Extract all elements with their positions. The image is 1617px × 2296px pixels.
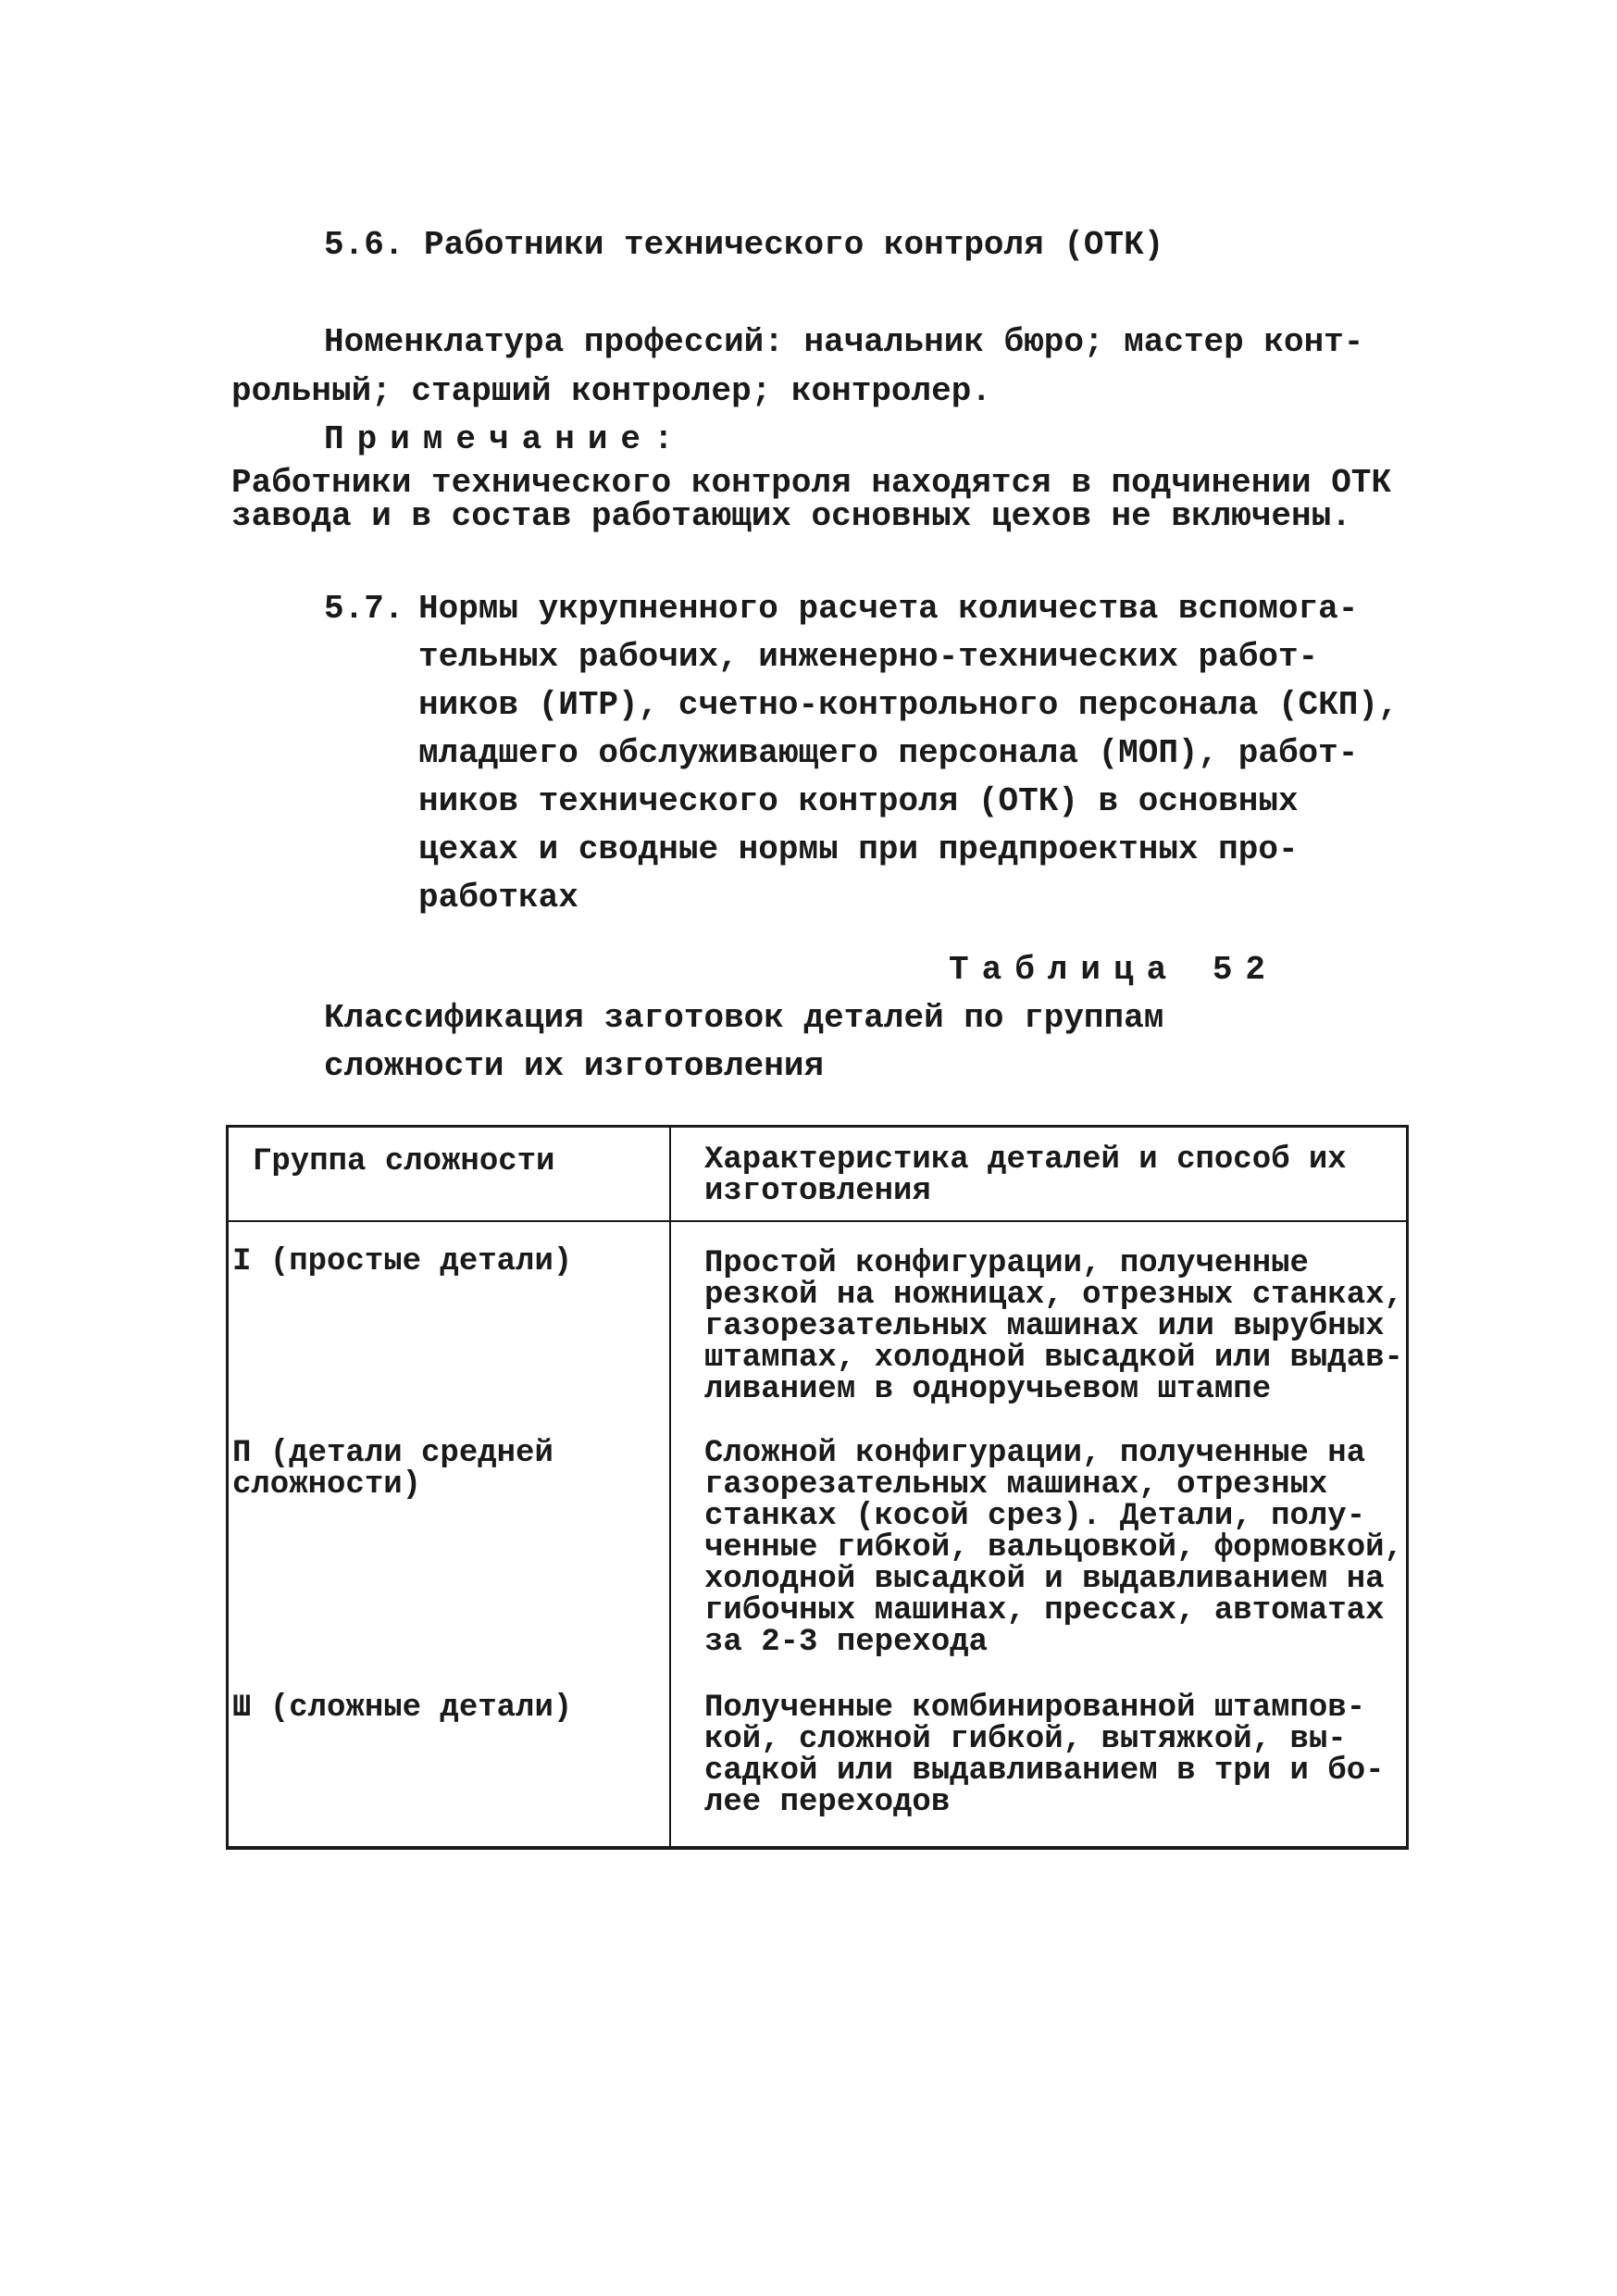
- row-description-line: ливанием в одноручьевом штампе: [704, 1372, 1272, 1407]
- table-header-divider: [229, 1220, 1406, 1222]
- row-description-line: Сложной конфигурации, полученные на: [704, 1436, 1366, 1471]
- row-description-line: Полученные комбинированной штампов-: [704, 1691, 1366, 1726]
- row-description-line: штампах, холодной высадкой или выдав-: [704, 1341, 1403, 1376]
- section-5-7-line: ников технического контроля (ОТК) в основных: [418, 782, 1299, 820]
- section-5-7-line: тельных рабочих, инженерно-технических работ-: [418, 638, 1319, 676]
- table-header-description-line-2: изготовления: [704, 1174, 931, 1209]
- note-text-line-1: Работники технического контроля находятся в подчинении ОТК: [231, 464, 1392, 502]
- row-description-line: лее переходов: [704, 1785, 951, 1820]
- row-description-line: холодной высадкой и выдавливанием на: [704, 1562, 1385, 1597]
- table-column-divider: [669, 1128, 671, 1846]
- complexity-table: [226, 1125, 1409, 1850]
- row-description-line: гибочных машинах, прессах, автоматах: [704, 1593, 1385, 1628]
- section-5-7-number: 5.7.: [324, 590, 404, 628]
- row-group-cell: П (детали средней: [232, 1436, 554, 1471]
- note-label: Примечание:: [324, 420, 687, 458]
- row-description-line: садкой или выдавливанием в три и бо-: [704, 1753, 1385, 1789]
- row-group-cell: Ш (сложные детали): [232, 1691, 573, 1726]
- table-title-line-2: сложности их изготовления: [324, 1047, 825, 1085]
- row-description-line: кой, сложной гибкой, вытяжкой, вы-: [704, 1722, 1347, 1757]
- row-description-line: резкой на ножницах, отрезных станках,: [704, 1278, 1403, 1313]
- section-5-6-heading: 5.6. Работники технического контроля (ОТК): [324, 226, 1164, 264]
- section-5-7-line: младшего обслуживающего персонала (МОП), работ-: [418, 734, 1359, 772]
- table-header-group: Группа сложности: [253, 1144, 555, 1179]
- row-description-line: за 2-3 перехода: [704, 1625, 989, 1660]
- nomenclature-line-1: Номенклатура профессий: начальник бюро; мастер конт-: [324, 323, 1364, 361]
- row-description-line: ченные гибкой, вальцовкой, формовкой,: [704, 1530, 1403, 1566]
- section-5-7-line: Нормы укрупненного расчета количества вспомога-: [418, 590, 1359, 628]
- table-number-label: Таблица 52: [949, 951, 1279, 989]
- row-group-cell: сложности): [232, 1467, 422, 1503]
- row-group-cell: I (простые детали): [232, 1244, 573, 1279]
- row-description-line: станках (косой срез). Детали, полу-: [704, 1499, 1366, 1534]
- table-header-description-line-1: Характеристика деталей и способ их: [704, 1142, 1347, 1178]
- section-5-7-line: цехах и сводные нормы при предпроектных про-: [418, 830, 1299, 868]
- row-description-line: газорезательных машинах, отрезных: [704, 1467, 1328, 1503]
- table-title-line-1: Классификация заготовок деталей по группам: [324, 999, 1164, 1037]
- section-5-7-line: ников (ИТР), счетно-контрольного персонала (СКП),: [418, 686, 1399, 724]
- nomenclature-line-2: рольный; старший контролер; контролер.: [231, 372, 991, 410]
- section-5-7-line: работках: [418, 879, 578, 917]
- row-description-line: Простой конфигурации, полученные: [704, 1246, 1309, 1281]
- row-description-line: газорезательных машинах или вырубных: [704, 1309, 1385, 1344]
- note-text-line-2: завода и в состав работающих основных цехов не включены.: [231, 497, 1351, 535]
